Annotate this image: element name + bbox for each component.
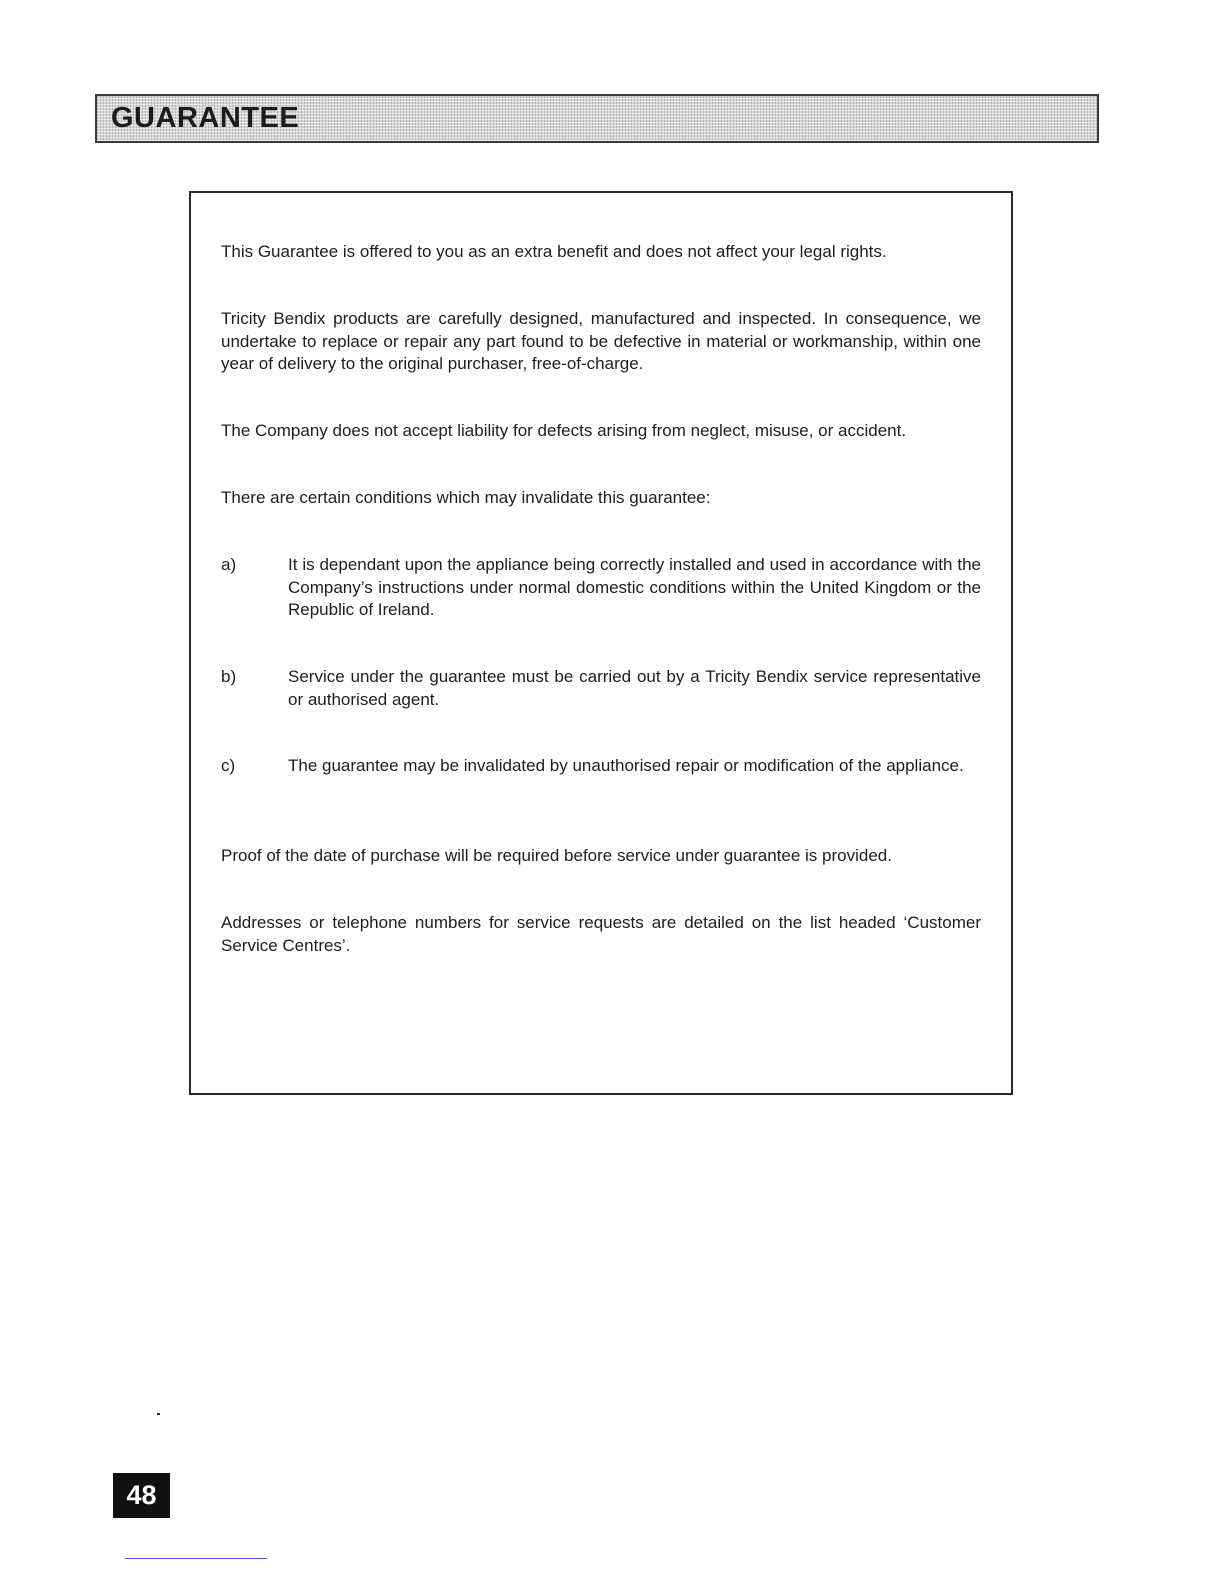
commitment-paragraph: Tricity Bendix products are carefully designed, manufactured and inspected. In consequence, we undertake to replace or repair any part found to be defective in material or workmanship, within one year of delivery to the original purchaser, free-of-charge. (221, 309, 981, 373)
proof-paragraph: Proof of the date of purchase will be required before service under guarantee is provided. (221, 846, 892, 865)
page-number-badge: 48 (113, 1473, 170, 1518)
guarantee-terms-box (189, 191, 1013, 1095)
addresses-paragraph: Addresses or telephone numbers for service requests are detailed on the list headed ‘Customer Service Centres’. (221, 913, 981, 955)
condition-item-a (221, 554, 981, 622)
liability-paragraph: The Company does not accept liability for defects arising from neglect, misuse, or accident. (221, 421, 907, 440)
condition-marker: b) (221, 667, 237, 686)
condition-item-c (221, 755, 981, 778)
condition-item-b (221, 666, 981, 711)
scan-speck (157, 1413, 160, 1415)
intro-paragraph: This Guarantee is offered to you as an extra benefit and does not affect your legal rights. (221, 242, 887, 261)
condition-marker: a) (221, 555, 237, 574)
conditions-intro-paragraph: There are certain conditions which may invalidate this guarantee: (221, 488, 711, 507)
condition-marker: c) (221, 756, 236, 775)
section-header-bar (95, 94, 1099, 143)
condition-text: Service under the guarantee must be carried out by a Tricity Bendix service representative or authorised agent. (288, 667, 981, 709)
condition-text: It is dependant upon the appliance being correctly installed and used in accordance with the Company’s instructions under normal domestic conditions within the United Kingdom or the Republic of Ireland. (288, 555, 981, 619)
bottom-rule-line (125, 1558, 267, 1559)
condition-text: The guarantee may be invalidated by unauthorised repair or modification of the appliance. (288, 756, 964, 775)
section-title: GUARANTEE (111, 102, 300, 134)
